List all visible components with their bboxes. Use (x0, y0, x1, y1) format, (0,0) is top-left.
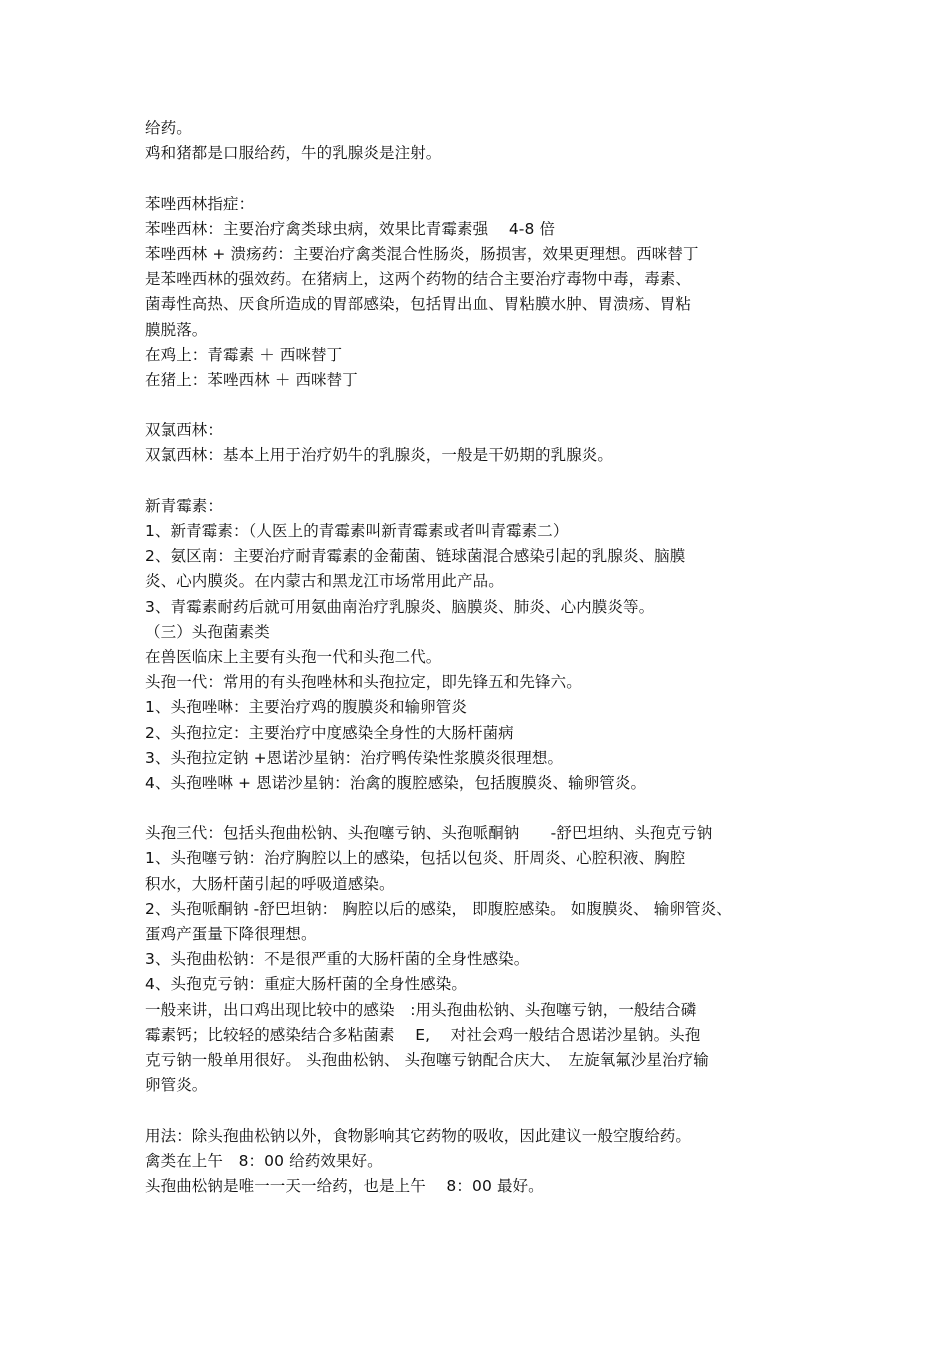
text-line: 霉素钙；比较轻的感染结合多粘菌素 E, 对社会鸡一般结合恩诺沙星钠。头孢 (145, 1025, 701, 1044)
text-line: 双氯西林：基本上用于治疗奶牛的乳腺炎，一般是干奶期的乳腺炎。 (145, 446, 614, 465)
text-line: 1、头孢唑啉：主要治疗鸡的腹膜炎和输卵管炎 (145, 698, 467, 717)
text-line: 苯唑西林指症： (145, 194, 255, 213)
blank-line (145, 166, 815, 191)
text-line: 头孢一代：常用的有头孢唑林和头孢拉定，即先锋五和先锋六。 (145, 673, 582, 692)
text-line: 3、青霉素耐药后就可用氨曲南治疗乳腺炎、脑膜炎、肺炎、心内膜炎等。 (145, 597, 655, 616)
text-line: 1、头孢噻亏钠：治疗胸腔以上的感染，包括以包炎、肝周炎、心腔积液、胸腔 (145, 849, 686, 868)
text-line: 苯唑西林：主要治疗禽类球虫病，效果比青霉素强 4-8 倍 (145, 219, 556, 238)
text-line: 蛋鸡产蛋量下降很理想。 (145, 925, 317, 943)
text-line: 是苯唑西林的强效药。在猪病上，这两个药物的结合主要治疗毒物中毒，毒素、 (145, 270, 692, 289)
text-line: 2、氨区南：主要治疗耐青霉素的金葡菌、链球菌混合感染引起的乳腺炎、脑膜 (145, 547, 686, 566)
document-body (145, 116, 815, 1199)
text-line: 菌毒性高热、厌食所造成的胃部感染，包括胃出血、胃粘膜水肿、胃溃疡、胃粘 (145, 295, 692, 314)
text-line: 头孢三代：包括头孢曲松钠、头孢噻亏钠、头孢哌酮钠 -舒巴坦纳、头孢克亏钠 (145, 824, 713, 843)
text-line: 1、新青霉素：（人医上的青霉素叫新青霉素或者叫青霉素二） (145, 522, 569, 540)
text-line: 4、头孢唑啉 + 恩诺沙星钠：治禽的腹腔感染，包括腹膜炎、输卵管炎。 (145, 773, 647, 792)
text-line: 在猪上：苯唑西林 ＋ 西咪替丁 (145, 370, 358, 389)
blank-line (145, 796, 815, 821)
text-line: 用法：除头孢曲松钠以外，食物影响其它药物的吸收，因此建议一般空腹给药。 (145, 1126, 692, 1145)
text-line: 卵管炎。 (145, 1076, 208, 1095)
text-line: 2、头孢哌酮钠 -舒巴坦钠： 胸腔以后的感染， 即腹腔感染。 如腹膜炎、 输卵管炎、 (145, 899, 732, 918)
text-line: 双氯西林： (145, 421, 224, 440)
text-line: 4、头孢克亏钠：重症大肠杆菌的全身性感染。 (145, 975, 467, 994)
text-line: 3、头孢曲松钠：不是很严重的大肠杆菌的全身性感染。 (145, 950, 530, 969)
text-line: 在鸡上：青霉素 ＋ 西咪替丁 (145, 345, 343, 364)
text-line: 鸡和猪都是口服给药，牛的乳腺炎是注射。 (145, 144, 442, 163)
text-line: 头孢曲松钠是唯一一天一给药，也是上午 8：00 最好。 (145, 1176, 544, 1195)
text-line: 新青霉素： (145, 496, 224, 515)
text-line: 炎、心内膜炎。在内蒙古和黑龙江市场常用此产品。 (145, 572, 504, 591)
blank-line (145, 393, 815, 418)
text-line: 一般来讲，出口鸡出现比较中的感染 :用头孢曲松钠、头孢噻亏钠，一般结合磷 (145, 1000, 697, 1019)
text-line: 2、头孢拉定：主要治疗中度感染全身性的大肠杆菌病 (145, 723, 514, 742)
text-line: （三）头孢菌素类 (145, 622, 270, 641)
blank-line (145, 469, 815, 494)
text-line: 积水，大肠杆菌引起的呼吸道感染。 (145, 874, 395, 893)
text-line: 禽类在上午 8：00 给药效果好。 (145, 1151, 383, 1170)
text-line: 膜脱落。 (145, 320, 208, 339)
text-line: 3、头孢拉定钠 +恩诺沙星钠：治疗鸭传染性浆膜炎很理想。 (145, 748, 564, 767)
text-line: 在兽医临床上主要有头孢一代和头孢二代。 (145, 647, 442, 666)
text-line: 克亏钠一般单用很好。 头孢曲松钠、 头孢噻亏钠配合庆大、 左旋氧氟沙星治疗输 (145, 1050, 709, 1069)
blank-line (145, 1098, 815, 1123)
text-line: 苯唑西林 + 溃疡药：主要治疗禽类混合性肠炎，肠损害，效果更理想。西咪替丁 (145, 244, 699, 263)
text-line: 给药。 (145, 119, 192, 137)
